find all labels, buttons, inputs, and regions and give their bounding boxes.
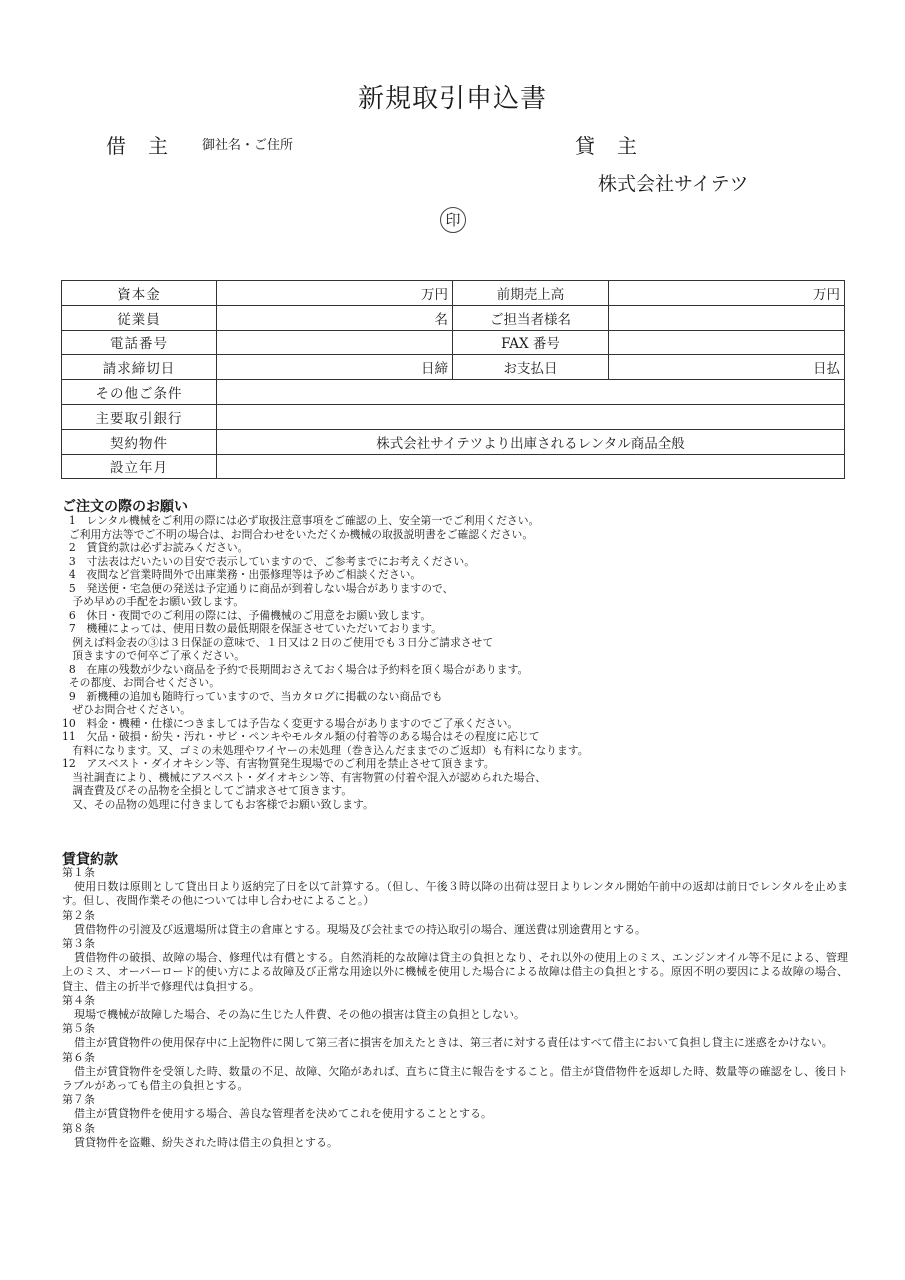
billing-cutoff-field[interactable]: 日締: [217, 355, 453, 380]
article-text: 賃借物件の破損、故障の場合、修理代は有償とする。自然消耗的な故障は貸主の負担となり、それ以外の使用上のミス、エンジンオイル等不足による、管理上のミス、オーバーロード的使い方による故障及び正常な用途以外に機械を使用した場合による故障は借主の負担とする。原因不明の要因による故障の場合、貸主、借主の折半で修理代は負担する。: [62, 951, 848, 993]
table-row: [62, 404, 845, 429]
article-text: 現場で機械が故障した場合、その為に生じた人件費、その他の損害は貸主の負担としない。: [74, 1008, 525, 1022]
notes-line: 当社調査により、機械にアスベスト・ダイオキシン等、有害物質の付着や混入が認められた場合、: [62, 770, 547, 784]
table-row: [62, 380, 845, 405]
notes-line: 9 新機種の追加も随時行っていますので、当カタログに掲載のない商品でも: [62, 689, 443, 703]
prev-sales-label: 前期売上高: [453, 281, 609, 306]
contact-field[interactable]: [609, 305, 845, 330]
notes-line: 1 レンタル機械をご利用の際には必ず取扱注意事項をご確認の上、安全第一でご利用ください。: [62, 514, 540, 527]
article-number: 第７条: [62, 1093, 95, 1107]
notes-line: 11 欠品・破損・紛失・汚れ・サビ・ペンキやモルタル類の付着等のある場合はその程度に応じて: [62, 730, 540, 743]
notes-line: 6 休日・夜間でのご利用の際には、予備機械のご用意をお願い致します。: [62, 608, 432, 622]
notes-line: ご利用方法等でご不明の場合は、お問合わせをいただくか機械の取扱説明書をご確認ください。: [62, 527, 534, 541]
article-text: 借主が賃貸物件を使用する場合、善良な管理者を決めてこれを使用することとする。: [74, 1107, 492, 1121]
contact-label: ご担当者様名: [453, 305, 609, 330]
document-title: 新規取引申込書: [357, 84, 547, 114]
established-label: 設立年月: [62, 454, 217, 479]
article-number: 第３条: [62, 937, 95, 951]
application-info-table: [61, 280, 845, 479]
notes-line: 5 発送便・宅急便の発送は予定通りに商品が到着しない場合がありますので、: [62, 581, 454, 595]
contract-item-value: 株式会社サイテツより出庫されるレンタル商品全般: [217, 429, 845, 454]
other-terms-field[interactable]: [217, 380, 845, 405]
lender-label: 貸主: [575, 134, 659, 158]
article-text: 借主が賃貸物件を受領した時、数量の不足、故障、欠陥があれば、直ちに貸主に報告をすること。借主が貸借物件を返却した時、数量等の確認をし、後日トラブルがあっても借主の負担とする。: [62, 1064, 848, 1093]
notes-section-title: ご注文の際のお願い: [62, 499, 188, 515]
notes-line: ぜひお問合せください。: [62, 703, 192, 716]
notes-line: 又、その品物の処理に付きましてもお客様でお願い致します。: [62, 797, 374, 811]
notes-line: 12 アスベスト・ダイオキシン等、有害物質発生現場でのご利用を禁止させて頂きます。: [62, 757, 495, 770]
table-row: [62, 355, 845, 380]
capital-field[interactable]: 万円: [217, 281, 453, 306]
table-row: [62, 429, 845, 454]
article-text: 借主が賃貸物件の使用保存中に上記物件に関して第三者に損害を加えたときは、第三者に対する責任はすべて借主において負担し貸主に迷惑をかけない。: [74, 1036, 833, 1050]
main-bank-field[interactable]: [217, 404, 845, 429]
table-row: [62, 330, 845, 355]
notes-line: 頂きますので何卒ご了承ください。: [62, 649, 246, 662]
notes-line: 2 賃貸約款は必ずお読みください。: [62, 541, 249, 554]
notes-line: 予め早めの手配をお願い致します。: [62, 595, 245, 608]
main-bank-label: 主要取引銀行: [62, 404, 217, 429]
notes-line: 10 料金・機種・仕様につきましては予告なく変更する場合がありますのでご了承ください。: [62, 716, 519, 730]
notes-line: 4 夜間など営業時間外で出庫業務・出張修理等は予めご相談ください。: [62, 568, 422, 581]
terms-section-title: 賃貸約款: [62, 852, 118, 868]
lender-company-name: 株式会社サイテツ: [598, 173, 749, 195]
employees-label: 従業員: [62, 305, 217, 330]
notes-line: 例えば料金表の③は３日保証の意味で、１日又は２日のご使用でも３日分ご請求させて: [62, 635, 494, 649]
notes-line: その都度、お問合せください。: [62, 676, 221, 689]
article-text: 賃借物件の引渡及び返還場所は貸主の倉庫とする。現場及び会社までの持込取引の場合、運送費は別途費用とする。: [74, 922, 646, 936]
borrower-address-label: 御社名・ご住所: [202, 138, 294, 153]
article-number: 第１条: [62, 866, 95, 879]
article-number: 第５条: [62, 1022, 95, 1036]
phone-label: 電話番号: [62, 330, 217, 355]
borrower-label: 借主: [106, 134, 190, 158]
established-field[interactable]: [217, 454, 845, 479]
contract-item-label: 契約物件: [62, 429, 217, 454]
article-number: 第２条: [62, 908, 95, 922]
notes-line: 3 寸法表はだいたいの目安で表示していますので、ご参考までにお考えください。: [62, 554, 475, 568]
payment-date-field[interactable]: 日払: [609, 355, 845, 380]
article-number: 第６条: [62, 1050, 95, 1064]
article-text: 賃貸物件を盗難、紛失された時は借主の負担とする。: [74, 1135, 338, 1149]
terms-list: [62, 866, 848, 1150]
phone-field[interactable]: [217, 330, 453, 355]
fax-field[interactable]: [609, 330, 845, 355]
table-row: [62, 281, 845, 306]
seal-stamp: 印: [440, 207, 466, 233]
fax-label: FAX 番号: [453, 330, 609, 355]
table-row: [62, 454, 845, 479]
billing-cutoff-label: 請求締切日: [62, 355, 217, 380]
prev-sales-field[interactable]: 万円: [609, 281, 845, 306]
article-text: 使用日数は原則として貸出日より返納完了日を以て計算する。（但し、午後３時以降の出荷は翌日よりレンタル開始午前中の返却は前日でレンタルを止めます。但し、夜間作業その他については申し合わせによること。）: [62, 880, 848, 908]
notes-line: 調査費及びその品物を全損としてご請求させて頂きます。: [62, 784, 353, 797]
capital-label: 資本金: [62, 281, 217, 306]
notes-line: 7 機種によっては、使用日数の最低期限を保証させていただいております。: [62, 622, 442, 635]
other-terms-label: その他ご条件: [62, 380, 217, 405]
article-number: 第８条: [62, 1121, 95, 1135]
notes-list: [62, 514, 852, 811]
payment-date-label: お支払日: [453, 355, 609, 380]
notes-line: 有料になります。又、ゴミの未処理やワイヤーの未処理（巻き込んだままでのご返却）も有料になります。: [62, 743, 589, 757]
notes-line: 8 在庫の残数が少ない商品を予約で長期間おさえておく場合は予約料を頂く場合があります。: [62, 662, 529, 676]
employees-field[interactable]: 名: [217, 305, 453, 330]
table-row: [62, 305, 845, 330]
article-number: 第４条: [62, 993, 95, 1007]
